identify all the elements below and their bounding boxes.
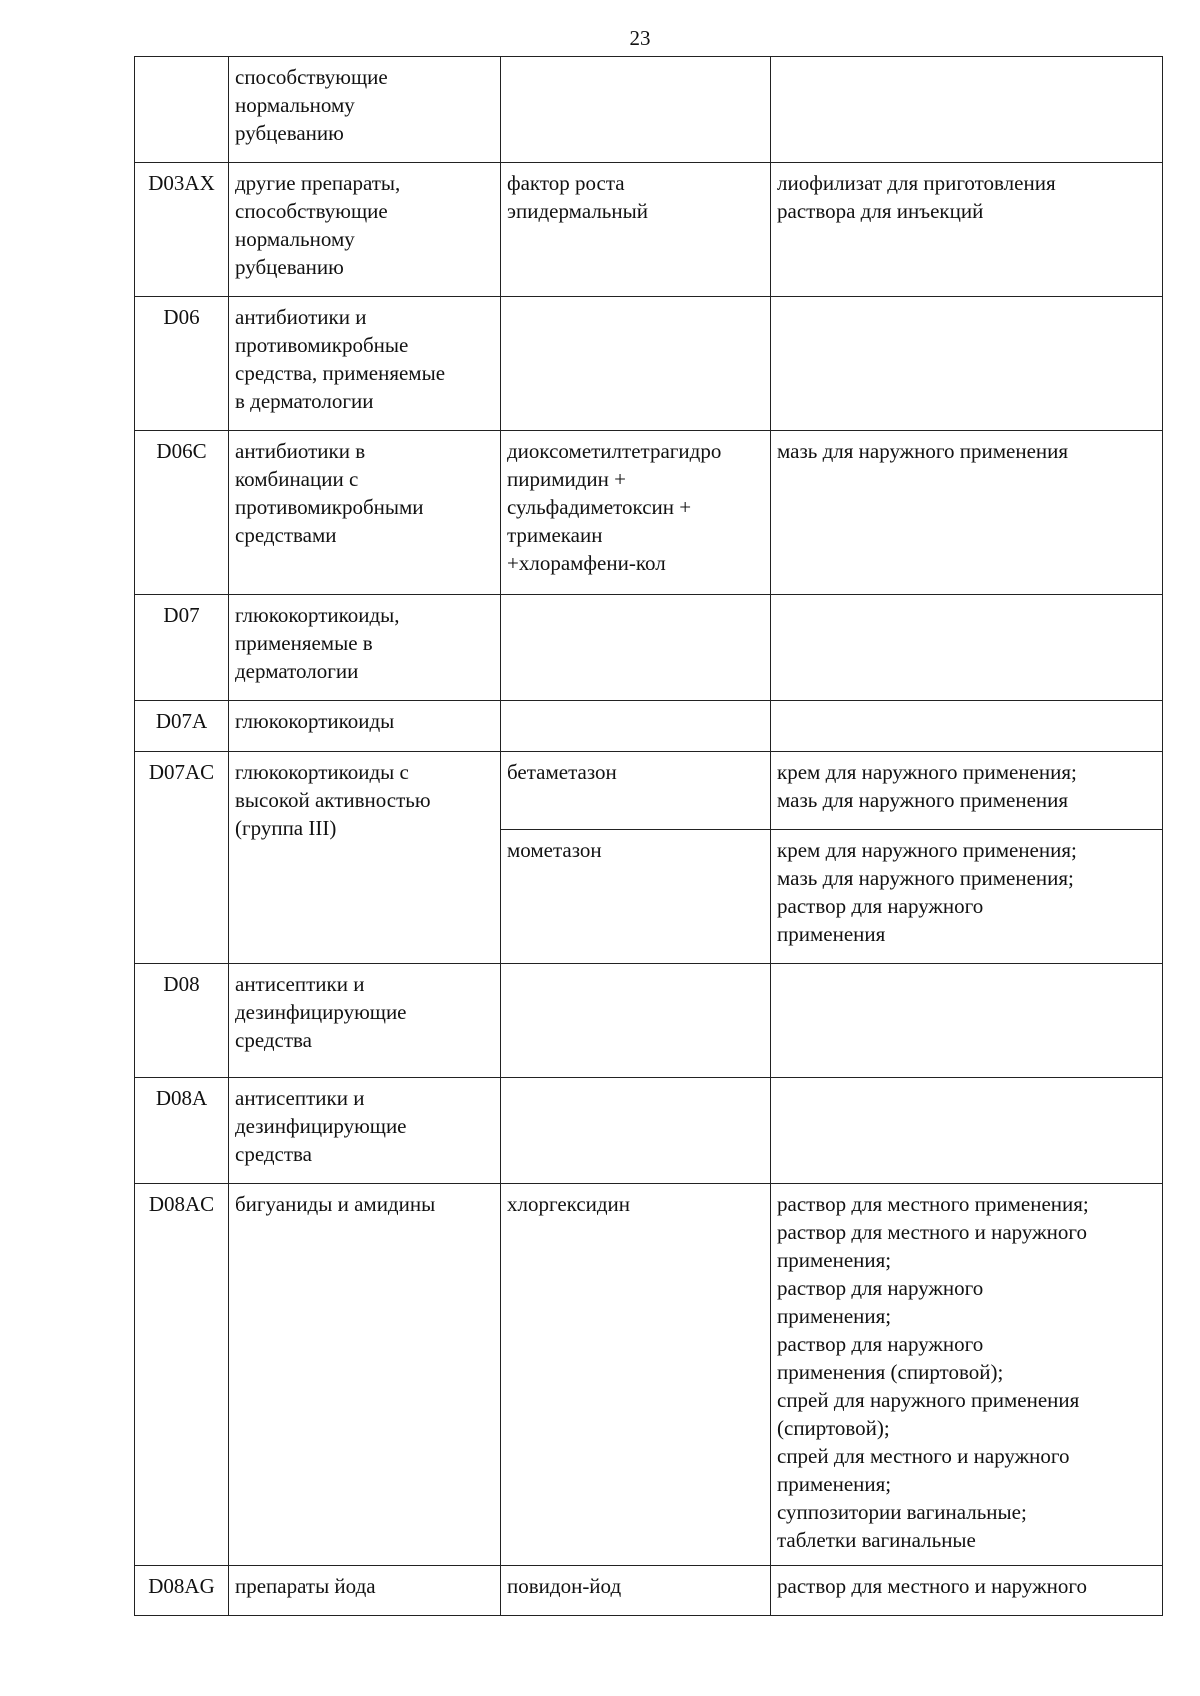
drug-cell: фактор роста эпидермальный [501, 163, 771, 297]
group-cell: антисептики и дезинфицирующие средства [229, 1078, 501, 1184]
table-row [135, 964, 1163, 1078]
atc-code-cell: D08A [135, 1078, 229, 1184]
form-cell [771, 57, 1163, 163]
atc-code-cell: D08AG [135, 1566, 229, 1616]
drug-cell [501, 57, 771, 163]
form-cell [771, 1078, 1163, 1184]
table-row [135, 431, 1163, 595]
form-cell: крем для наружного применения; мазь для наружного применения [771, 752, 1163, 830]
form-cell: крем для наружного применения; мазь для наружного применения; раствор для наружного применения [771, 830, 1163, 964]
table-row [135, 1078, 1163, 1184]
table-row [135, 752, 1163, 830]
group-cell: бигуаниды и амидины [229, 1184, 501, 1566]
group-cell: препараты йода [229, 1566, 501, 1616]
form-cell [771, 701, 1163, 752]
drug-cell: хлоргексидин [501, 1184, 771, 1566]
drug-cell: диоксометилтетрагидро пиримидин + сульфадиметоксин + тримекаин +хлорамфени-кол [501, 431, 771, 595]
group-cell: глюкокортикоиды, применяемые в дерматологии [229, 595, 501, 701]
drug-table [134, 56, 1163, 1616]
drug-cell: бетаметазон [501, 752, 771, 830]
drug-cell [501, 297, 771, 431]
drug-cell [501, 701, 771, 752]
form-cell [771, 595, 1163, 701]
atc-code-cell: D08AC [135, 1184, 229, 1566]
atc-code-cell: D06C [135, 431, 229, 595]
drug-cell [501, 1078, 771, 1184]
table-row [135, 595, 1163, 701]
atc-code-cell: D06 [135, 297, 229, 431]
group-cell: другие препараты, способствующие нормальному рубцеванию [229, 163, 501, 297]
atc-code-cell: D03AX [135, 163, 229, 297]
group-cell: глюкокортикоиды с высокой активностью (группа III) [229, 752, 501, 964]
drug-cell [501, 595, 771, 701]
form-cell: раствор для местного применения; раствор для местного и наружного применения; раствор для наружного применения; раствор для наружного применения (спиртовой); спрей для наружного применения (спиртовой); спрей для местного и наружного применения; суппозитории вагинальные; таблетки вагинальные [771, 1184, 1163, 1566]
drug-cell: повидон-йод [501, 1566, 771, 1616]
atc-code-cell: D08 [135, 964, 229, 1078]
table-row [135, 1566, 1163, 1616]
table-row [135, 701, 1163, 752]
table-row [135, 163, 1163, 297]
atc-code-cell: D07AC [135, 752, 229, 964]
form-cell: раствор для местного и наружного [771, 1566, 1163, 1616]
table-row [135, 57, 1163, 163]
form-cell: лиофилизат для приготовления раствора для инъекций [771, 163, 1163, 297]
drug-cell [501, 964, 771, 1078]
form-cell [771, 297, 1163, 431]
group-cell: антибиотики и противомикробные средства, применяемые в дерматологии [229, 297, 501, 431]
form-cell: мазь для наружного применения [771, 431, 1163, 595]
atc-code-cell: D07A [135, 701, 229, 752]
group-cell: антибиотики в комбинации с противомикробными средствами [229, 431, 501, 595]
page-number: 23 [629, 26, 651, 50]
atc-code-cell [135, 57, 229, 163]
group-cell: глюкокортикоиды [229, 701, 501, 752]
table-row [135, 297, 1163, 431]
group-cell: антисептики и дезинфицирующие средства [229, 964, 501, 1078]
group-cell: способствующие нормальному рубцеванию [229, 57, 501, 163]
form-cell [771, 964, 1163, 1078]
atc-code-cell: D07 [135, 595, 229, 701]
drug-cell: мометазон [501, 830, 771, 964]
table-row [135, 1184, 1163, 1566]
